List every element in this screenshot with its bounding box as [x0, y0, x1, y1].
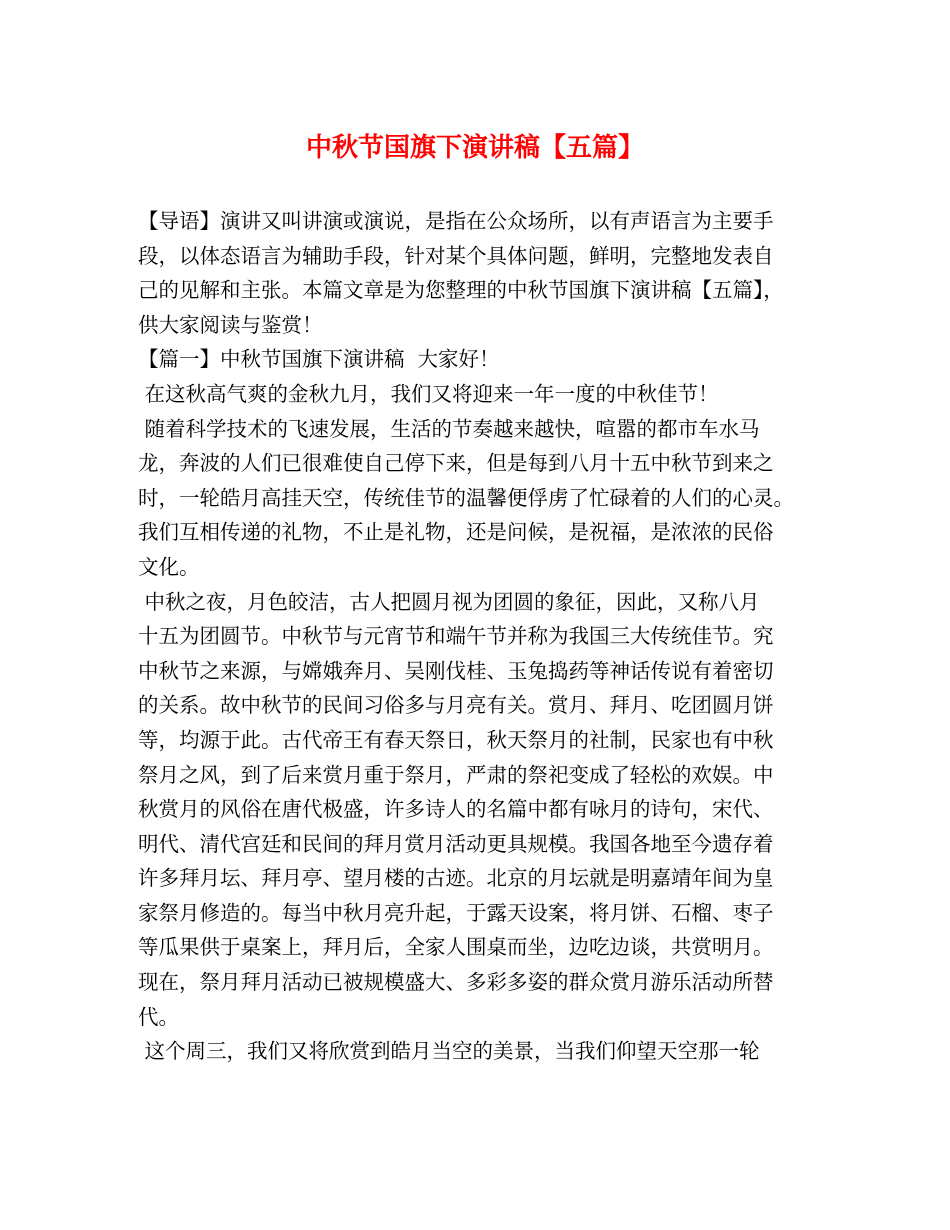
body-line: 这个周三，我们又将欣赏到皓月当空的美景，当我们仰望天空那一轮 — [138, 1039, 760, 1064]
body-line: 龙，奔波的人们已很难使自己停下来，但是每到八月十五中秋节到来之 — [138, 451, 774, 476]
document-body — [138, 204, 828, 1069]
body-line: 十五为团圆节。中秋节与元宵节和端午节并称为我国三大传统佳节。究 — [138, 624, 774, 649]
body-line: 中秋之夜，月色皎洁，古人把圆月视为团圆的象征，因此，又称八月 — [138, 589, 760, 614]
body-line: 在这秋高气爽的金秋九月，我们又将迎来一年一度的中秋佳节！ — [138, 381, 719, 406]
body-line: 【篇一】中秋节国旗下演讲稿 大家好！ — [138, 347, 500, 372]
body-line: 的关系。故中秋节的民间习俗多与月亮有关。赏月、拜月、吃团圆月饼 — [138, 693, 774, 718]
body-line: 段，以体态语言为辅助手段，针对某个具体问题，鲜明，完整地发表自 — [138, 243, 774, 268]
body-line: 许多拜月坛、拜月亭、望月楼的古迹。北京的月坛就是明嘉靖年间为皇 — [138, 866, 774, 891]
body-line: 现在，祭月拜月活动已被规模盛大、多彩多姿的群众赏月游乐活动所替 — [138, 970, 774, 995]
body-line: 时，一轮皓月高挂天空，传统佳节的温馨便俘虏了忙碌着的人们的心灵。 — [138, 485, 794, 510]
body-line: 等，均源于此。古代帝王有春天祭日，秋天祭月的社制，民家也有中秋 — [138, 727, 774, 752]
body-line: 供大家阅读与鉴赏！ — [138, 312, 323, 337]
document-title: 中秋节国旗下演讲稿【五篇】 — [305, 133, 644, 163]
body-line: 随着科学技术的飞速发展，生活的节奏越来越快，喧嚣的都市车水马 — [138, 416, 760, 441]
body-line: 文化。 — [138, 554, 200, 579]
body-line: 秋赏月的风俗在唐代极盛，许多诗人的名篇中都有咏月的诗句，宋代、 — [138, 797, 774, 822]
body-line: 我们互相传递的礼物，不止是礼物，还是问候，是祝福，是浓浓的民俗 — [138, 520, 774, 545]
body-line: 等瓜果供于桌案上，拜月后，全家人围桌而坐，边吃边谈，共赏明月。 — [138, 935, 774, 960]
body-line: 代。 — [138, 1004, 179, 1029]
body-line: 中秋节之来源，与嫦娥奔月、吴刚伐桂、玉兔捣药等神话传说有着密切 — [138, 658, 774, 683]
body-line: 明代、清代宫廷和民间的拜月赏月活动更具规模。我国各地至今遗存着 — [138, 831, 774, 856]
body-line: 家祭月修造的。每当中秋月亮升起，于露天设案，将月饼、石榴、枣子 — [138, 900, 774, 925]
body-line: 己的见解和主张。本篇文章是为您整理的中秋节国旗下演讲稿【五篇】， — [138, 278, 784, 303]
body-line: 祭月之风，到了后来赏月重于祭月，严肃的祭祀变成了轻松的欢娱。中 — [138, 762, 774, 787]
body-line: 【导语】演讲又叫讲演或演说，是指在公众场所，以有声语言为主要手 — [138, 209, 774, 233]
